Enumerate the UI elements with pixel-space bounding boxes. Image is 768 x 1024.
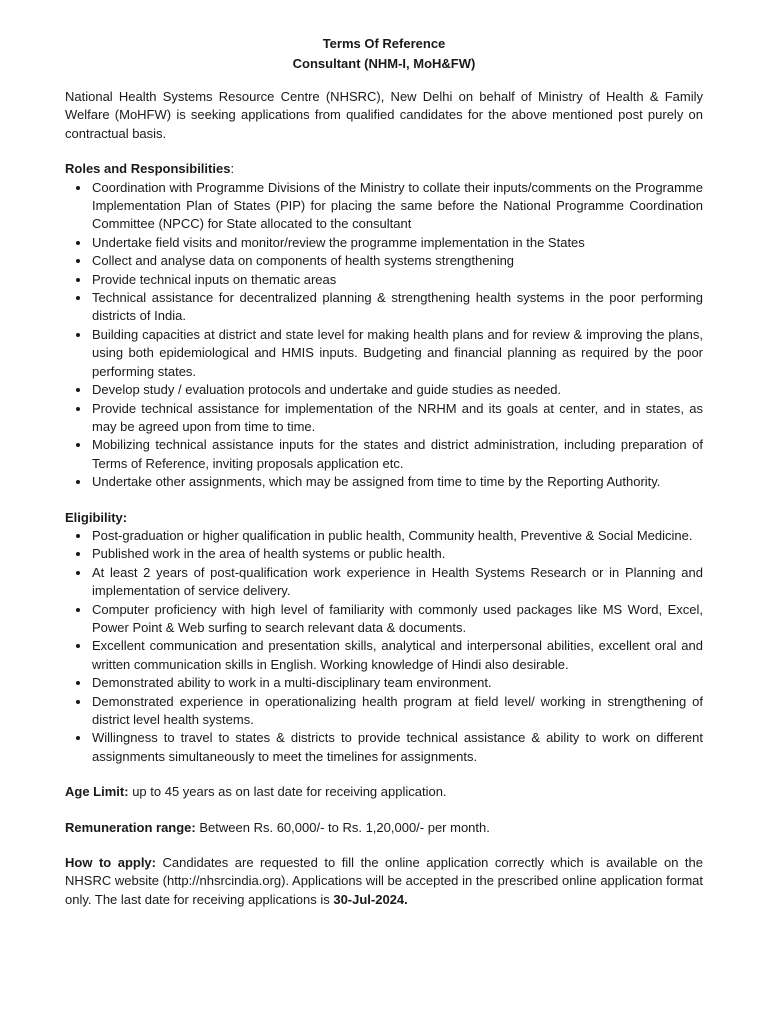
section-heading-eligibility: Eligibility: [65,509,128,525]
bullet-item: • Willingness to travel to states & districts to provide technical assistance & ability to work on different assignments simultaneously to meet the timelines for assignments. [91,729,703,766]
bullet-item: • Develop study / evaluation protocols and undertake and guide studies as needed. [91,381,703,399]
bullet-item: • Building capacities at district and state level for making health plans and for review & improving the plans, using both epidemiological and HMIS inputs. Budgeting and financial planning as required by the poor performing states. [91,326,703,381]
bullet-item: • Excellent communication and presentation skills, analytical and interpersonal abilities, excellent oral and written communication skills in English. Working knowledge of Hindi also desirable. [91,637,703,674]
bullet-item: • Mobilizing technical assistance inputs for the states and district administration, including preparation of Terms of Reference, inviting proposals application etc. [91,436,703,473]
bullet-item: • Technical assistance for decentralized planning & strengthening health systems in the poor performing districts of India. [91,289,703,326]
bullet-item: • At least 2 years of post-qualification work experience in Health Systems Research or in Planning and implementation of service delivery. [91,564,703,601]
roles-heading-text: Roles and Responsibilities [65,161,231,177]
how-to-apply-paragraph [65,854,703,909]
roles-bullet-list [65,179,703,492]
intro-paragraph: National Health Systems Resource Centre (NHSRC), New Delhi on behalf of Ministry of Health & Family Welfare (MoHFW) is seeking applications from qualified candidates for the above mentioned post purely on contractual basis. [65,89,703,141]
document-title-block [65,34,703,74]
application-deadline: 30-Jul-2024. [333,891,408,907]
bullet-item: • Provide technical assistance for implementation of the NRHM and its goals at center, and in states, as may be agreed upon from time to time. [91,400,703,437]
bullet-item: • Demonstrated experience in operationalizing health program at field level/ working in strengthening of district level health systems. [91,693,703,730]
how-to-apply-label: How to apply: [65,855,156,871]
page-title: Terms Of Reference [322,36,446,51]
age-limit-text: up to 45 years as on last date for receiving application. [132,784,447,800]
roles-heading-colon: : [230,161,235,177]
bullet-item: • Computer proficiency with high level of familiarity with commonly used packages like MS Word, Excel, Power Point & Web surfing to search relevant data & documents. [91,601,703,638]
age-limit-paragraph [65,783,703,801]
bullet-item: • Collect and analyse data on components of health systems strengthening [91,252,703,270]
bullet-item: • Provide technical inputs on thematic areas [91,271,703,289]
remuneration-paragraph [65,819,703,837]
bullet-item: • Published work in the area of health systems or public health. [91,545,703,563]
age-limit-label: Age Limit: [65,784,129,800]
bullet-item: • Demonstrated ability to work in a multi-disciplinary team environment. [91,674,703,692]
page-subtitle: Consultant (NHM-I, MoH&FW) [292,56,476,71]
bullet-item: • Undertake field visits and monitor/review the programme implementation in the States [91,234,703,252]
bullet-item: • Coordination with Programme Divisions of the Ministry to collate their inputs/comments on the Programme Implementation Plan of States (PIP) for placing the same before the National Programme Coordination Committee (NPCC) for State allocated to the consultant [91,179,703,234]
remuneration-text: Between Rs. 60,000/- to Rs. 1,20,000/- per month. [199,819,490,835]
how-to-apply-text: Candidates are requested to fill the online application correctly which is available on the NHSRC website (http://nhsrcindia.org). Applications will be accepted in the prescribed online application format only. The last date for receiving applications is [65,855,703,907]
section-heading-roles [65,160,703,178]
bullet-item: • Undertake other assignments, which may be assigned from time to time by the Reporting Authority. [91,473,703,491]
remuneration-label: Remuneration range: [65,819,196,835]
eligibility-bullet-list [65,527,703,766]
bullet-item: • Post-graduation or higher qualification in public health, Community health, Preventive & Social Medicine. [91,527,703,545]
